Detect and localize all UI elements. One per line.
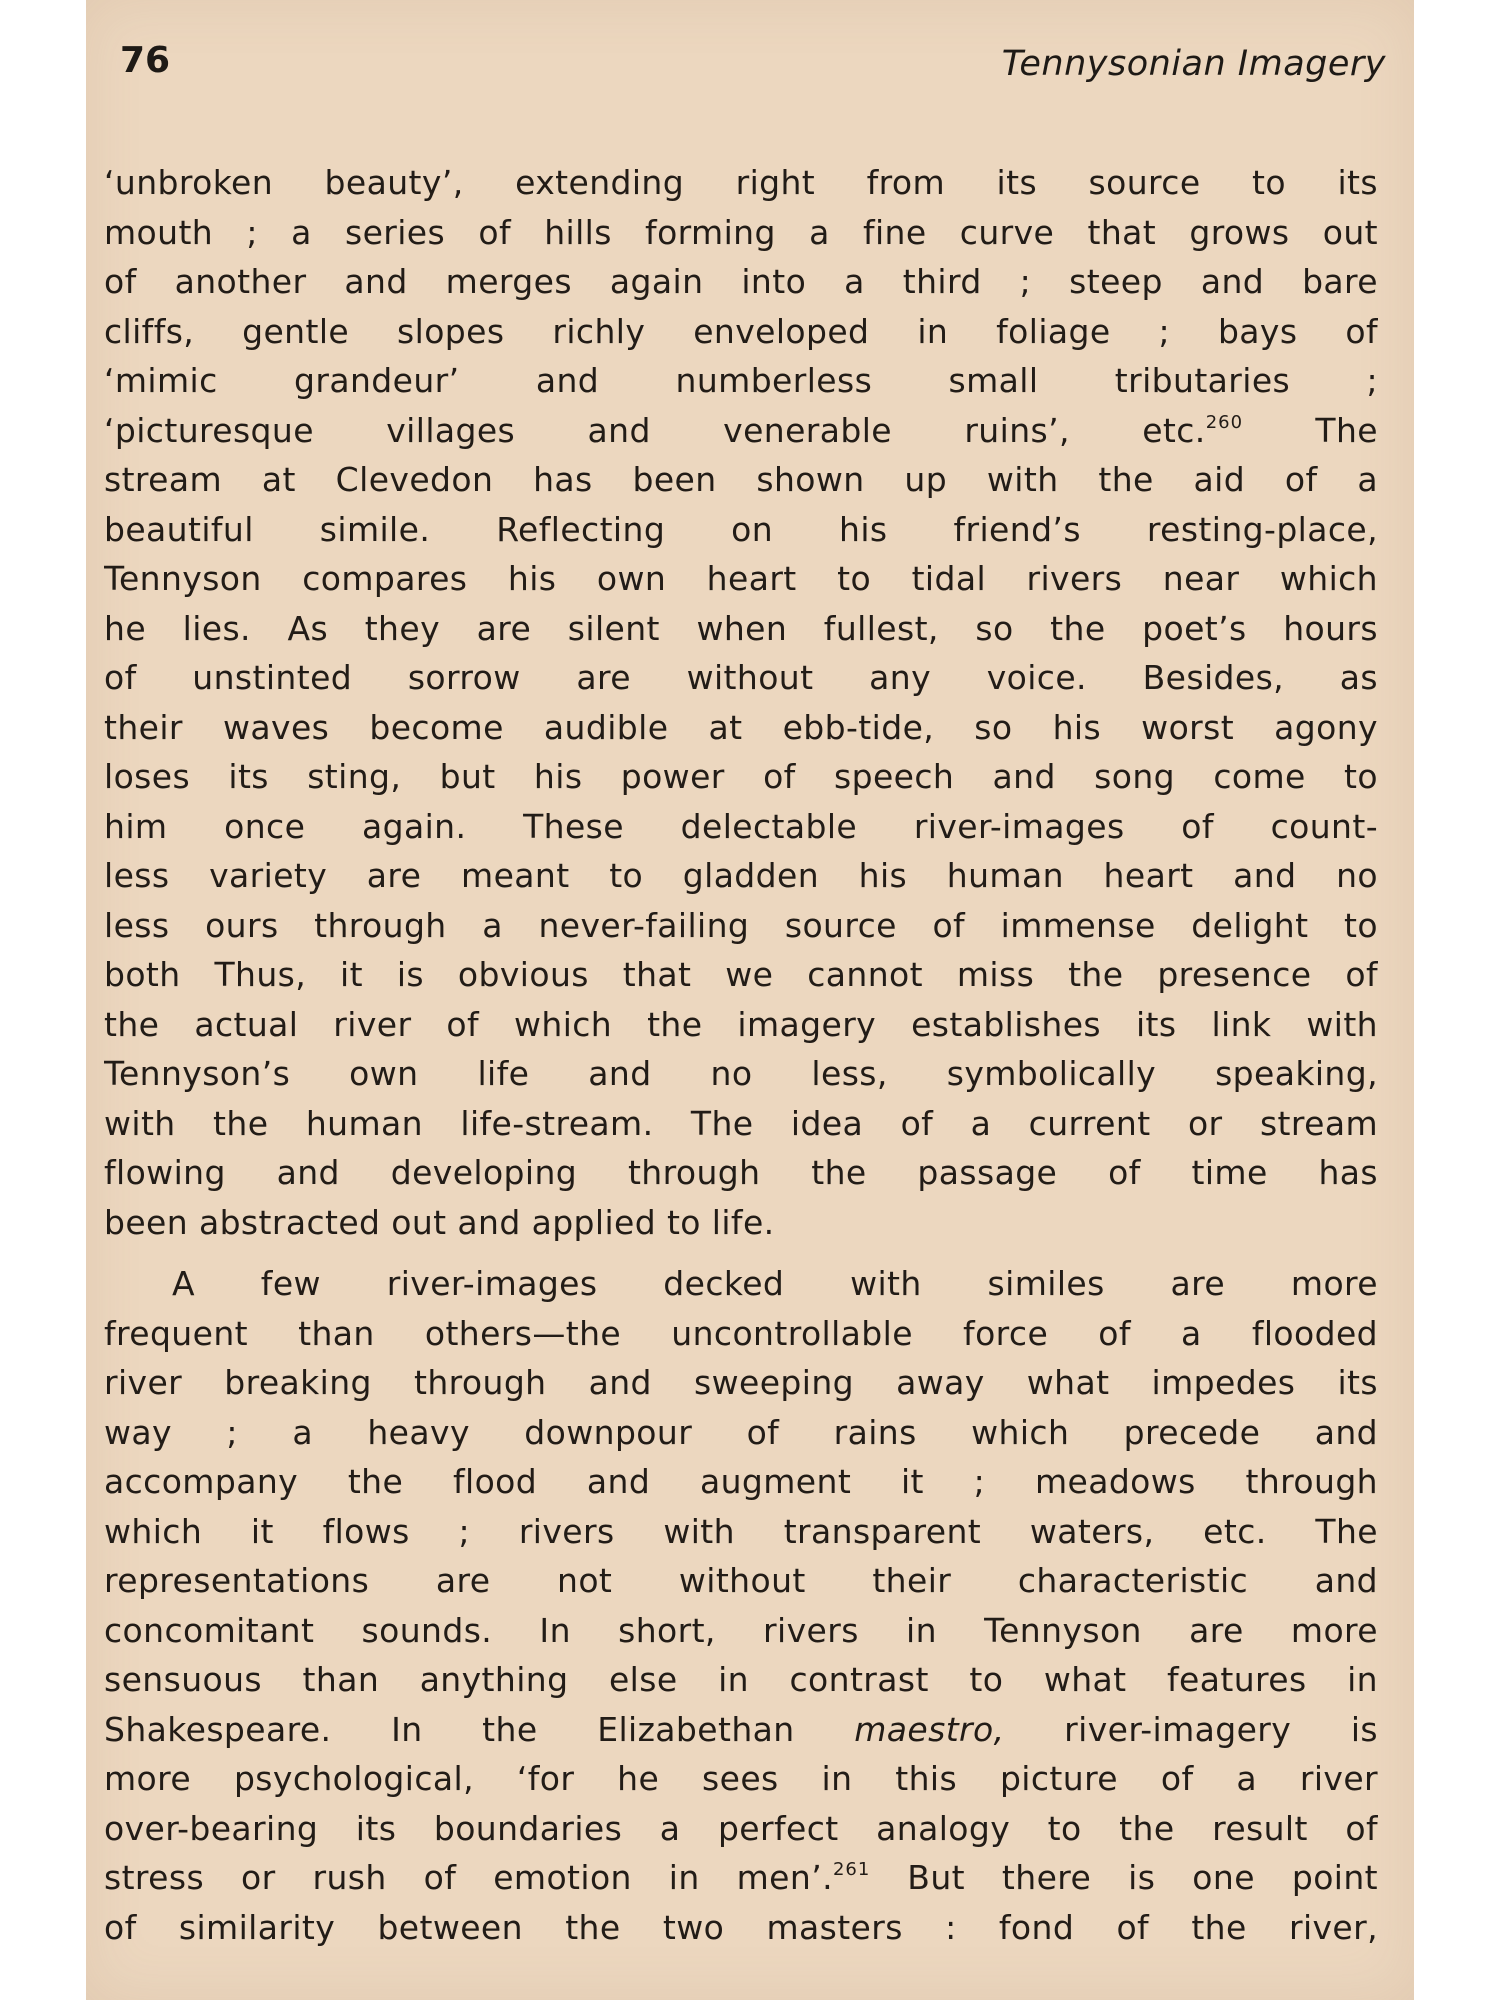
body-text — [104, 158, 1378, 1952]
text-line — [104, 406, 1378, 456]
book-page — [86, 0, 1414, 2000]
paragraph-break — [104, 1247, 1378, 1259]
text-line: been abstracted out and applied to life. — [104, 1202, 775, 1242]
text-line: of another and merges again into a third ; steep and bare — [104, 262, 1378, 301]
text-line: flowing and developing through the passage of time has — [104, 1153, 1378, 1192]
text-line: which it flows ; rivers with transparent waters, etc. The — [104, 1511, 1378, 1551]
text-line: stream at Clevedon has been shown up with the aid of a — [104, 460, 1378, 499]
text-line: Tennyson compares his own heart to tidal rivers near which — [104, 559, 1378, 598]
text-line: A few river-images decked with similes are more — [172, 1264, 1378, 1303]
text-line: Tennyson’s own life and no less, symbolically speaking, — [104, 1054, 1378, 1093]
text-line: with the human life-stream. The idea of a current or stream — [104, 1103, 1378, 1143]
text-segment: Shakespeare. In the Elizabethan — [104, 1709, 795, 1749]
text-line: frequent than others—the uncontrollable force of a flooded — [104, 1313, 1378, 1353]
text-line: concomitant sounds. In short, rivers in Tennyson are more — [104, 1610, 1378, 1650]
italic-term: maestro, — [854, 1709, 1005, 1749]
text-segment: The — [1315, 410, 1378, 450]
text-line: less variety are meant to gladden his human heart and no — [104, 856, 1378, 895]
text-line: him once again. These delectable river-images of count- — [104, 806, 1378, 846]
text-line: less ours through a never-failing source of immense delight to — [104, 905, 1378, 945]
text-line: ‘unbroken beauty’, extending right from its source to its — [104, 163, 1378, 202]
text-line: sensuous than anything else in contrast to what features in — [104, 1660, 1378, 1699]
text-line: cliffs, gentle slopes richly enveloped in foliage ; bays of — [104, 311, 1378, 351]
text-segment: ‘picturesque villages and venerable ruins’, etc. — [104, 410, 1206, 450]
page-number: 76 — [120, 40, 171, 81]
text-line: their waves become audible at ebb-tide, so his worst agony — [104, 707, 1378, 747]
page-header — [114, 38, 1386, 98]
text-line — [104, 1853, 1378, 1903]
footnote-ref-260: 260 — [1205, 411, 1244, 433]
text-segment: But there is one point — [907, 1858, 1378, 1897]
running-title: Tennysonian Imagery — [1001, 44, 1386, 84]
text-line: mouth ; a series of hills forming a fine curve that grows out — [104, 212, 1378, 252]
text-line: he lies. As they are silent when fullest, so the poet’s hours — [104, 608, 1378, 648]
text-line: of unstinted sorrow are without any voice. Besides, as — [104, 658, 1378, 697]
text-line: both Thus, it is obvious that we cannot miss the presence of — [104, 955, 1378, 994]
text-segment: river-imagery is — [1064, 1709, 1378, 1749]
text-line: accompany the flood and augment it ; meadows through — [104, 1462, 1378, 1501]
text-line: the actual river of which the imagery establishes its link with — [104, 1004, 1378, 1044]
text-line: representations are not without their characteristic and — [104, 1561, 1378, 1600]
text-line: over-bearing its boundaries a perfect analogy to the result of — [104, 1808, 1378, 1848]
text-line: more psychological, ‘for he sees in this picture of a river — [104, 1759, 1378, 1798]
text-segment: stress or rush of emotion in men’. — [104, 1858, 833, 1897]
text-line: beautiful simile. Reflecting on his friend’s resting-place, — [104, 509, 1378, 549]
text-line — [104, 1705, 1378, 1755]
text-line: of similarity between the two masters : fond of the river, — [104, 1907, 1378, 1947]
text-line: loses its sting, but his power of speech and song come to — [104, 757, 1378, 796]
footnote-ref-261: 261 — [832, 1859, 871, 1880]
text-line: way ; a heavy downpour of rains which precede and — [104, 1412, 1378, 1452]
text-line: river breaking through and sweeping away what impedes its — [104, 1363, 1378, 1402]
text-line: ‘mimic grandeur’ and numberless small tributaries ; — [104, 361, 1378, 400]
